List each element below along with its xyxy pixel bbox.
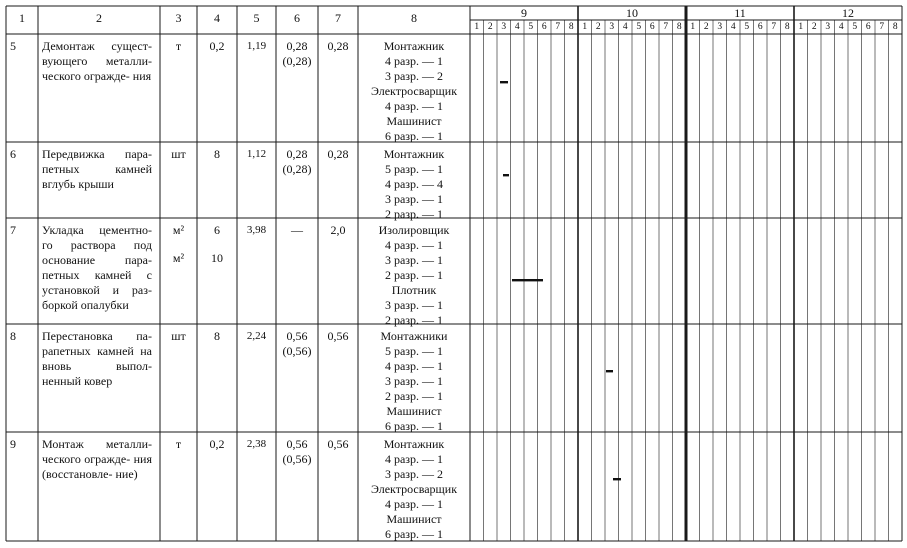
duration: 0,56 xyxy=(327,329,349,343)
crew-line: Монтажник xyxy=(383,147,445,161)
crew-line: Изолировщик xyxy=(378,223,450,237)
crew-line: Плотник xyxy=(391,283,437,297)
col-work-header: 2 xyxy=(96,11,102,25)
work-description: Передвижка пара- петных камней вглубь крыши xyxy=(42,147,152,191)
col-total-header: 7 xyxy=(335,11,341,25)
schedule-bar xyxy=(512,279,543,281)
crew-line: 4 разр. — 1 xyxy=(384,54,444,68)
month-header: 12 xyxy=(842,6,854,20)
crew-line: 4 разр. — 1 xyxy=(384,359,444,373)
day-header: 6 xyxy=(541,22,547,32)
crew-line: Электросварщик xyxy=(370,482,458,496)
crew-line: 2 разр. — 1 xyxy=(384,389,444,403)
day-header: 4 xyxy=(514,22,520,32)
duration: 0,56 xyxy=(327,437,349,451)
day-header: 5 xyxy=(636,22,642,32)
day-header: 8 xyxy=(568,22,574,32)
work-description: Монтаж металли- ческого огражде- ния (восстановле- ние) xyxy=(42,437,152,481)
crew-line: 4 разр. — 1 xyxy=(384,238,444,252)
crew-line: 2 разр. — 1 xyxy=(384,268,444,282)
day-header: 6 xyxy=(757,22,763,32)
labor-cost: 3,98 xyxy=(246,224,267,236)
col-qty-header: 4 xyxy=(214,11,220,25)
schedule-bar xyxy=(613,478,621,480)
crew-line: 3 разр. — 2 xyxy=(384,467,444,481)
machine-time: 0,56 xyxy=(286,329,308,343)
work-description: Демонтаж сущест- вующего металли- ческого огражде- ния xyxy=(42,39,152,83)
day-header: 6 xyxy=(865,22,871,32)
month-header: 10 xyxy=(626,6,638,20)
duration: 0,28 xyxy=(327,39,349,53)
crew-line: 5 разр. — 1 xyxy=(384,162,444,176)
duration: 2,0 xyxy=(330,223,346,237)
crew-line: Электросварщик xyxy=(370,84,458,98)
row-number: 8 xyxy=(10,329,16,343)
crew-line: Монтажник xyxy=(383,39,445,53)
day-header: 7 xyxy=(555,22,561,32)
month-header: 11 xyxy=(734,6,746,20)
quantity: 8 xyxy=(214,329,220,343)
day-header: 4 xyxy=(622,22,628,32)
crew-line: 3 разр. — 2 xyxy=(384,69,444,83)
day-header: 4 xyxy=(730,22,736,32)
machine-time-sub: (0,28) xyxy=(282,54,312,68)
day-header: 1 xyxy=(474,22,480,32)
day-header: 8 xyxy=(892,22,898,32)
crew-line: Машинист xyxy=(386,114,442,128)
machine-time-sub: (0,56) xyxy=(282,344,312,358)
schedule-bar xyxy=(606,370,613,372)
crew-line: 2 разр. — 1 xyxy=(384,313,444,327)
day-header: 7 xyxy=(879,22,885,32)
day-header: 1 xyxy=(798,22,804,32)
labor-cost: 1,12 xyxy=(246,148,267,160)
month-header: 9 xyxy=(521,6,527,20)
row-number: 7 xyxy=(10,223,16,237)
crew-line: 6 разр. — 1 xyxy=(384,527,444,541)
crew-line: 4 разр. — 1 xyxy=(384,497,444,511)
crew-line: Монтажник xyxy=(383,437,445,451)
quantity: 0,2 xyxy=(209,437,225,451)
crew-line: Машинист xyxy=(386,404,442,418)
labor-cost: 1,19 xyxy=(246,40,267,52)
crew-line: Машинист xyxy=(386,512,442,526)
col-num-header: 1 xyxy=(19,11,25,25)
day-header: 7 xyxy=(663,22,669,32)
day-header: 5 xyxy=(852,22,858,32)
day-header: 2 xyxy=(811,22,817,32)
day-header: 2 xyxy=(487,22,493,32)
day-header: 8 xyxy=(784,22,790,32)
day-header: 3 xyxy=(609,22,615,32)
day-header: 3 xyxy=(825,22,831,32)
day-header: 5 xyxy=(744,22,750,32)
day-header: 1 xyxy=(690,22,696,32)
unit: м² xyxy=(172,223,185,237)
machine-time-sub: (0,56) xyxy=(282,452,312,466)
day-header: 4 xyxy=(838,22,844,32)
crew-line: 4 разр. — 4 xyxy=(384,177,444,191)
day-header: 2 xyxy=(595,22,601,32)
day-header: 3 xyxy=(717,22,723,32)
unit: т xyxy=(175,437,182,451)
machine-time: 0,28 xyxy=(286,147,308,161)
crew-line: Монтажники xyxy=(380,329,448,343)
machine-time: 0,56 xyxy=(286,437,308,451)
duration: 0,28 xyxy=(327,147,349,161)
day-header: 7 xyxy=(771,22,777,32)
day-header: 2 xyxy=(703,22,709,32)
crew-line: 5 разр. — 1 xyxy=(384,344,444,358)
machine-time: — xyxy=(291,223,303,237)
crew-line: 3 разр. — 1 xyxy=(384,374,444,388)
labor-cost: 2,24 xyxy=(246,330,267,342)
schedule-bar xyxy=(503,174,509,176)
row-number: 6 xyxy=(10,147,16,161)
quantity: 8 xyxy=(214,147,220,161)
quantity: 6 xyxy=(214,223,220,237)
crew-line: 2 разр. — 1 xyxy=(384,207,444,221)
day-header: 5 xyxy=(528,22,534,32)
crew-line: 3 разр. — 1 xyxy=(384,253,444,267)
schedule-bar xyxy=(500,81,508,83)
unit: шт xyxy=(171,329,186,343)
col-crew-header: 8 xyxy=(411,11,417,25)
work-description: Укладка цементно- го раствора под основание пара- петных камней с установкой и раз- боркой опалубки xyxy=(42,223,152,312)
unit: шт xyxy=(171,147,186,161)
labor-cost: 2,38 xyxy=(246,438,267,450)
crew-line: 4 разр. — 1 xyxy=(384,452,444,466)
day-header: 1 xyxy=(582,22,588,32)
crew-line: 3 разр. — 1 xyxy=(384,192,444,206)
day-header: 8 xyxy=(676,22,682,32)
crew-line: 4 разр. — 1 xyxy=(384,99,444,113)
unit: т xyxy=(175,39,182,53)
day-header: 3 xyxy=(501,22,507,32)
day-header: 6 xyxy=(649,22,655,32)
row-number: 9 xyxy=(10,437,16,451)
quantity: 10 xyxy=(211,251,223,265)
work-description: Перестановка па- рапетных камней на вновь выпол- ненный ковер xyxy=(42,329,152,388)
crew-line: 6 разр. — 1 xyxy=(384,129,444,143)
machine-time-sub: (0,28) xyxy=(282,162,312,176)
col-unit-header: 3 xyxy=(175,11,182,25)
col-time-header: 6 xyxy=(294,11,300,25)
machine-time: 0,28 xyxy=(286,39,308,53)
row-number: 5 xyxy=(10,39,16,53)
unit: м² xyxy=(172,251,185,265)
quantity: 0,2 xyxy=(209,39,225,53)
col-labor-header: 5 xyxy=(253,11,260,25)
crew-line: 3 разр. — 1 xyxy=(384,298,444,312)
crew-line: 6 разр. — 1 xyxy=(384,419,444,433)
